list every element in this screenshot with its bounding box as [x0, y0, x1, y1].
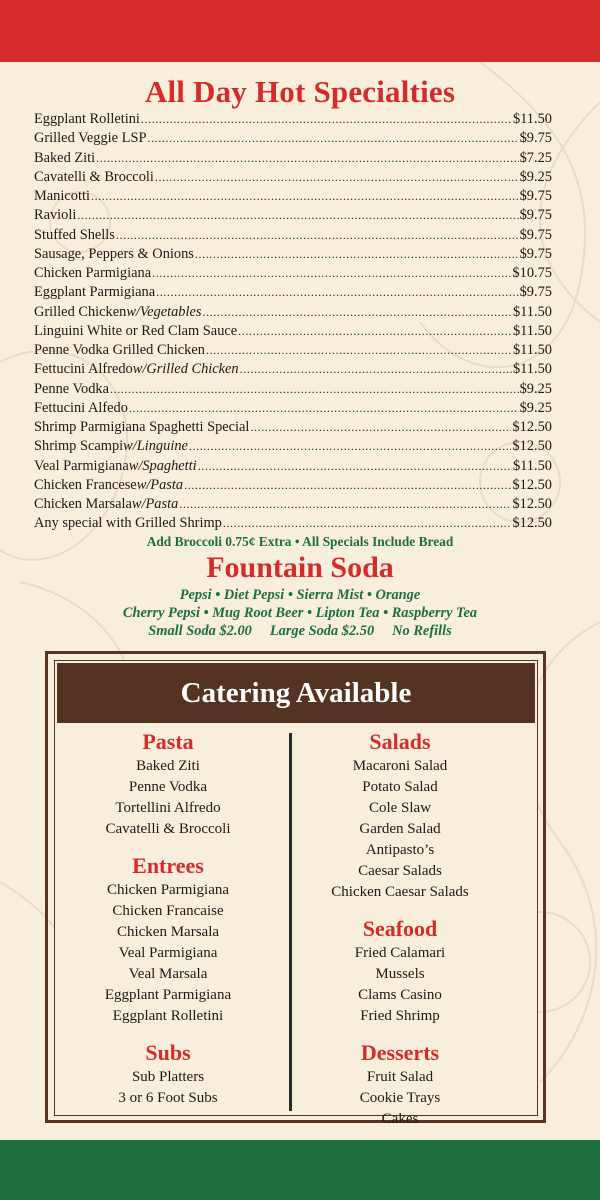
catering-section-title: Subs [145, 1040, 191, 1065]
dot-leader [250, 420, 511, 435]
menu-item-price: $11.50 [512, 342, 552, 358]
soda-flavors-line-1: Pepsi • Diet Pepsi • Sierra Mist • Orange [179, 587, 421, 603]
menu-item-name: Shrimp Scampi [34, 438, 124, 455]
menu-item-price: $9.75 [519, 207, 552, 224]
menu-item-row [34, 419, 552, 438]
catering-section-title: Salads [369, 729, 431, 754]
catering-right-column [285, 728, 515, 1142]
dot-leader [110, 382, 519, 397]
menu-item-row [34, 150, 552, 169]
catering-item: Chicken Caesar Salads [331, 884, 469, 900]
menu-item-row [34, 207, 552, 226]
catering-section [53, 852, 283, 1027]
catering-section [285, 728, 515, 903]
dot-leader [223, 516, 512, 531]
dot-leader [202, 305, 511, 320]
catering-item: Fried Shrimp [360, 1008, 440, 1024]
menu-item-price: $12.50 [512, 419, 552, 435]
menu-item-price: $12.50 [512, 515, 552, 532]
menu-item-price: $12.50 [512, 496, 552, 512]
catering-item: Cakes [381, 1111, 419, 1127]
hot-specialties-title: All Day Hot Specialties [144, 74, 456, 109]
menu-item-row [34, 111, 552, 130]
catering-item: Chicken Marsala [116, 924, 220, 940]
menu-item-price: $11.50 [512, 303, 552, 320]
menu-item-row [34, 342, 552, 361]
menu-item-row [34, 458, 552, 477]
catering-section [53, 1039, 283, 1109]
catering-section [53, 728, 283, 840]
catering-item: Eggplant Parmigiana [104, 987, 232, 1003]
menu-item-note: w/Spaghetti [128, 457, 197, 474]
dot-leader [156, 285, 519, 300]
dot-leader [141, 112, 512, 127]
dot-leader [116, 228, 519, 243]
menu-item-name: Chicken Parmigiana [34, 265, 152, 281]
catering-item: Antipasto’s [365, 842, 435, 858]
menu-item-price: $9.75 [519, 130, 552, 147]
catering-section [285, 915, 515, 1027]
menu-item-name: Sausage, Peppers & Onions [34, 245, 194, 262]
menu-item-name: Stuffed Shells [34, 226, 115, 243]
catering-item: Eggplant Rolletini [112, 1008, 224, 1024]
catering-section-title: Entrees [132, 853, 204, 878]
menu-item-row [34, 265, 552, 284]
catering-section [285, 1039, 515, 1130]
menu-item-price: $9.75 [519, 245, 552, 262]
menu-item-note: w/Linguine [123, 438, 188, 455]
dot-leader [238, 324, 512, 339]
dot-leader [195, 247, 519, 262]
dot-leader [152, 266, 511, 281]
menu-item-note: w/Pasta [131, 496, 179, 512]
catering-item: Clams Casino [358, 987, 442, 1003]
menu-item-price: $9.75 [519, 226, 552, 243]
dot-leader [147, 131, 518, 146]
soda-prices-line: Small Soda $2.00 Large Soda $2.50 No Refills [148, 623, 452, 639]
catering-item: Veal Marsala [128, 966, 208, 982]
menu-item-price: $9.75 [519, 284, 552, 301]
catering-item: Mussels [375, 966, 425, 982]
dot-leader [91, 189, 519, 204]
menu-item-note: w/Vegetables [126, 303, 202, 320]
catering-item: Chicken Parmigiana [106, 882, 230, 898]
menu-item-price: $11.50 [512, 111, 552, 127]
menu-item-note: w/Grilled Chicken [132, 361, 239, 378]
menu-item-row [34, 361, 552, 380]
menu-item-name: Penne Vodka Grilled Chicken [34, 342, 205, 358]
dot-leader [206, 343, 512, 358]
catering-item: Macaroni Salad [352, 758, 448, 774]
broccoli-bread-note: Add Broccoli 0.75¢ Extra • All Specials Include Bread [146, 534, 454, 549]
menu-item-row [34, 515, 552, 534]
menu-item-price: $11.50 [512, 322, 552, 339]
menu-item-row [34, 188, 552, 207]
catering-item: Potato Salad [362, 779, 438, 795]
menu-item-row [34, 246, 552, 265]
menu-item-note: w/Pasta [136, 476, 184, 493]
dot-leader [198, 459, 512, 474]
menu-item-price: $10.75 [512, 265, 552, 281]
catering-item: Caesar Salads [358, 863, 442, 879]
dot-leader [179, 497, 511, 512]
menu-item-row [34, 323, 552, 342]
catering-item: Fruit Salad [366, 1069, 434, 1085]
menu-item-name: Ravioli [34, 207, 77, 224]
menu-item-price: $9.25 [519, 399, 552, 416]
menu-item-price: $9.75 [519, 188, 552, 204]
dot-leader [189, 439, 512, 454]
menu-item-name: Fettucini Alfedo [34, 399, 128, 416]
bottom-green-band [0, 1140, 600, 1200]
soda-flavors-line-2: Cherry Pepsi • Mug Root Beer • Lipton Tea • Raspberry Tea [122, 605, 478, 621]
menu-item-price: $9.25 [519, 380, 552, 397]
menu-item-row [34, 130, 552, 149]
menu-item-price: $7.25 [519, 149, 552, 166]
top-red-band [0, 0, 600, 62]
menu-item-row [34, 227, 552, 246]
dot-leader [129, 401, 519, 416]
menu-item-price: $11.50 [512, 457, 552, 474]
catering-item: Baked Ziti [136, 758, 200, 774]
catering-item: Veal Parmigiana [118, 945, 218, 961]
menu-item-row [34, 381, 552, 400]
catering-item: Sub Platters [131, 1069, 205, 1085]
dot-leader [155, 170, 519, 185]
menu-item-name: Eggplant Rolletini [34, 111, 140, 127]
dot-leader [77, 208, 518, 223]
menu-item-row [34, 496, 552, 515]
menu-item-name: Cavatelli & Broccoli [34, 168, 154, 185]
catering-section-title: Pasta [142, 729, 194, 754]
menu-item-name: Grilled Veggie LSP [34, 130, 147, 147]
catering-section-title: Seafood [362, 916, 438, 941]
catering-section-title: Desserts [360, 1040, 440, 1065]
menu-item-name: Baked Ziti [34, 149, 96, 166]
menu-item-name: Penne Vodka [34, 380, 110, 397]
menu-item-row [34, 169, 552, 188]
catering-item: 3 or 6 Foot Subs [118, 1090, 218, 1106]
menu-item-name: Linguini White or Red Clam Sauce [34, 322, 238, 339]
catering-item: Garden Salad [359, 821, 441, 837]
menu-item-name: Fettucini Alfredo [34, 361, 133, 378]
menu-item-row [34, 477, 552, 496]
dot-leader [240, 362, 512, 377]
catering-item: Cavatelli & Broccoli [105, 821, 231, 837]
menu-item-row [34, 400, 552, 419]
menu-item-name: Shrimp Parmigiana Spaghetti Special [34, 419, 250, 435]
hot-specialties-list [34, 111, 552, 535]
dot-leader [184, 478, 511, 493]
menu-item-name: Grilled Chicken [34, 303, 127, 320]
menu-item-name: Veal Parmigiana [34, 457, 129, 474]
fountain-soda-title: Fountain Soda [206, 551, 394, 584]
menu-item-name: Manicotti [34, 188, 90, 204]
catering-item: Fried Calamari [354, 945, 446, 961]
menu-item-row [34, 438, 552, 457]
menu-item-price: $9.25 [519, 168, 552, 185]
menu-item-name: Any special with Grilled Shrimp [34, 515, 222, 532]
catering-item: Chicken Francaise [112, 903, 224, 919]
dot-leader [96, 151, 518, 166]
catering-item: Tortellini Alfredo [115, 800, 221, 816]
catering-item: Cole Slaw [368, 800, 432, 816]
menu-item-price: $11.50 [512, 361, 552, 378]
catering-left-column [53, 728, 283, 1121]
catering-title: Catering Available [57, 663, 535, 723]
menu-item-row [34, 304, 552, 323]
menu-item-name: Eggplant Parmigiana [34, 284, 156, 301]
catering-item: Penne Vodka [128, 779, 208, 795]
menu-item-name: Chicken Francese [34, 476, 137, 493]
catering-item: Cookie Trays [359, 1090, 441, 1106]
menu-item-price: $12.50 [512, 438, 552, 455]
menu-item-row [34, 284, 552, 303]
menu-item-price: $12.50 [512, 476, 552, 493]
menu-item-name: Chicken Marsala [34, 496, 132, 512]
